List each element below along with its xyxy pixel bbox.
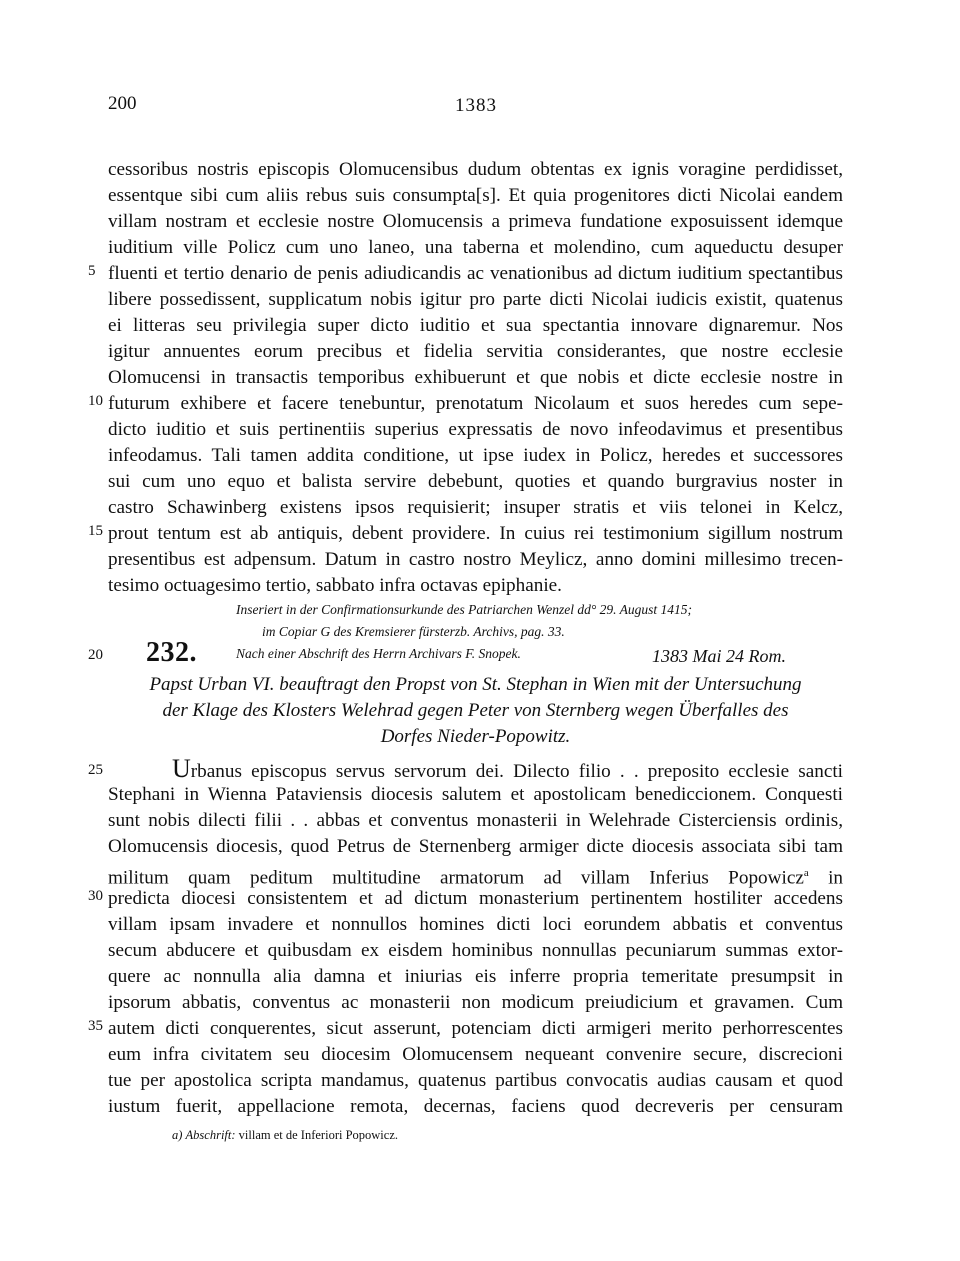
- text-line: sui cum uno equo et balista servire debebunt, quoties et quando burgravius noster in: [108, 471, 843, 492]
- regest-line: Papst Urban VI. beauftragt den Propst von St. Stephan in Wien mit der Untersuchung: [149, 674, 802, 695]
- line-number: 15: [88, 523, 103, 539]
- line-number: 30: [88, 888, 103, 904]
- text-line-tail: in: [828, 867, 843, 889]
- source-note: im Copiar G des Kremsierer fürsterzb. Archivs, pag. 33.: [262, 624, 565, 639]
- text-line: presentibus est adpensum. Datum in castro nostro Meylicz, anno domini millesimo trecen-: [108, 549, 843, 570]
- text-line: castro Schawinberg existens ipsos requisierit; insuper stratis et viis telonei in Kelcz,: [108, 497, 843, 518]
- text-line: cessoribus nostris episcopis Olomucensibus dudum obtentas ex ignis voragine perdidisset,: [108, 159, 843, 180]
- source-note: Inseriert in der Confirmationsurkunde des Patriarchen Wenzel dd° 29. August 1415;: [236, 602, 692, 617]
- text-line: ipsorum abbatis, conventus ac monasterii non modicum preiudicium et gravamen. Cum: [108, 992, 843, 1013]
- text-line: autem dicti conquerentes, sicut asserunt, potenciam dicti armigeri merito perhorrescentes: [108, 1018, 843, 1039]
- document-date: 1383 Mai 24 Rom.: [652, 646, 786, 666]
- text-line: futurum exhibere et facere tenebuntur, prenotatum Nicolaum et suos heredes cum sepe-: [108, 393, 843, 414]
- document-number: 232.: [146, 637, 197, 668]
- footnote-label: a): [172, 1128, 183, 1142]
- text-line: prout tentum est ab antiquis, debent providere. In cuius rei testimonium sigillum nostrum: [108, 523, 843, 544]
- text-line: tesimo octuagesimo tertio, sabbato infra octavas epiphanie.: [108, 575, 562, 596]
- text-line: essentque sibi cum aliis rebus suis consumpta[s]. Et quia progenitores dicti Nicolai eandem: [108, 185, 843, 206]
- text-line: quere ac nonnulla alia damna et iniurias eis inferre propria temeritate presumpsit in: [108, 966, 843, 987]
- line-number: 20: [88, 647, 103, 663]
- text-line: Olomucensi in transactis temporibus exhibuerunt et que nobis et dicte ecclesie nostre in: [108, 367, 843, 388]
- line-number: 5: [88, 263, 96, 279]
- line-number: 25: [88, 762, 103, 778]
- footnote-source: Abschrift:: [185, 1128, 236, 1142]
- text-line: villam nostram et ecclesie nostre Olomucensis a primeva fundatione exposuissent idemque: [108, 211, 843, 232]
- text-line: infeodamus. Tali tamen addita conditione, ut ipse iudex in Policz, heredes et successores: [108, 445, 843, 466]
- text-line-content: militum quam peditum multitudine armatorum ad villam Inferius Popowicz: [108, 867, 804, 889]
- line-number: 35: [88, 1018, 103, 1034]
- text-line: predicta diocesi consistentem et ad dictum monasterium pertinentem hostiliter accedens: [108, 888, 843, 909]
- text-line: iuditium ville Policz cum uno laneo, una taberna et molendino, cum aqueductu desuper: [108, 237, 843, 258]
- drop-cap: U: [172, 754, 191, 783]
- text-line: [108, 860, 843, 889]
- text-line: libere possedissent, supplicatum nobis igitur pro parte dicti Nicolai iudicis existit, quatenus: [108, 289, 843, 310]
- footnote-marker: a: [803, 867, 809, 879]
- text-line: eum infra civitatem seu diocesim Olomucensem nequeant convenire secure, discrecioni: [108, 1044, 843, 1065]
- source-note: Nach einer Abschrift des Herrn Archivars F. Snopek.: [236, 646, 521, 661]
- text-line: iustum fuerit, appellacione remota, decernas, faciens quod decreveris per censuram: [108, 1096, 843, 1117]
- text-line: [172, 756, 843, 782]
- text-line: dicto iuditio et suis pertinentiis superius expressatis de novo infeodavimus et presentibus: [108, 419, 843, 440]
- footnote-text: villam et de Inferiori Popowicz.: [238, 1128, 398, 1142]
- text-line-content: rbanus episcopus servus servorum dei. Dilecto filio . . preposito ecclesie sancti: [190, 761, 843, 782]
- text-line: villam ipsam invadere et nonnullos homines dicti loci eorundem abbatis et conventus: [108, 914, 843, 935]
- text-line: sunt nobis dilecti filii . . abbas et conventus monasterii in Welehrade Cisterciensis ordinis,: [108, 810, 843, 831]
- line-number: 10: [88, 393, 103, 409]
- text-line: secum abducere et quibusdam ex eisdem hominibus nonnullas pecuniarum summas extor-: [108, 940, 843, 961]
- text-line: fluenti et tertio denario de penis adiudicandis ac venationibus ad dictum iuditium spectantibus: [108, 263, 843, 284]
- running-head-year: 1383: [455, 95, 497, 116]
- text-line: Olomucensis diocesis, quod Petrus de Sternenberg armiger dicte diocesis associata sibi tam: [108, 836, 843, 857]
- text-line: igitur annuentes eorum precibus et fidelia servitia considerantes, que nostre ecclesie: [108, 341, 843, 362]
- text-line: Stephani in Wienna Pataviensis diocesis salutem et apostolicam benediccionem. Conquesti: [108, 784, 843, 805]
- page-number: 200: [108, 93, 137, 114]
- text-line: tue per apostolica scripta mandamus, quatenus partibus convocatis audias causam et quod: [108, 1070, 843, 1091]
- regest-line: der Klage des Klosters Welehrad gegen Peter von Sternberg wegen Überfalles des: [162, 700, 789, 721]
- footnote: [172, 1128, 398, 1143]
- regest-line: Dorfes Nieder-Popowitz.: [380, 726, 571, 747]
- text-line: ei litteras seu privilegia super dicto iuditio et sua spectantia innovare dignaremur. Nos: [108, 315, 843, 336]
